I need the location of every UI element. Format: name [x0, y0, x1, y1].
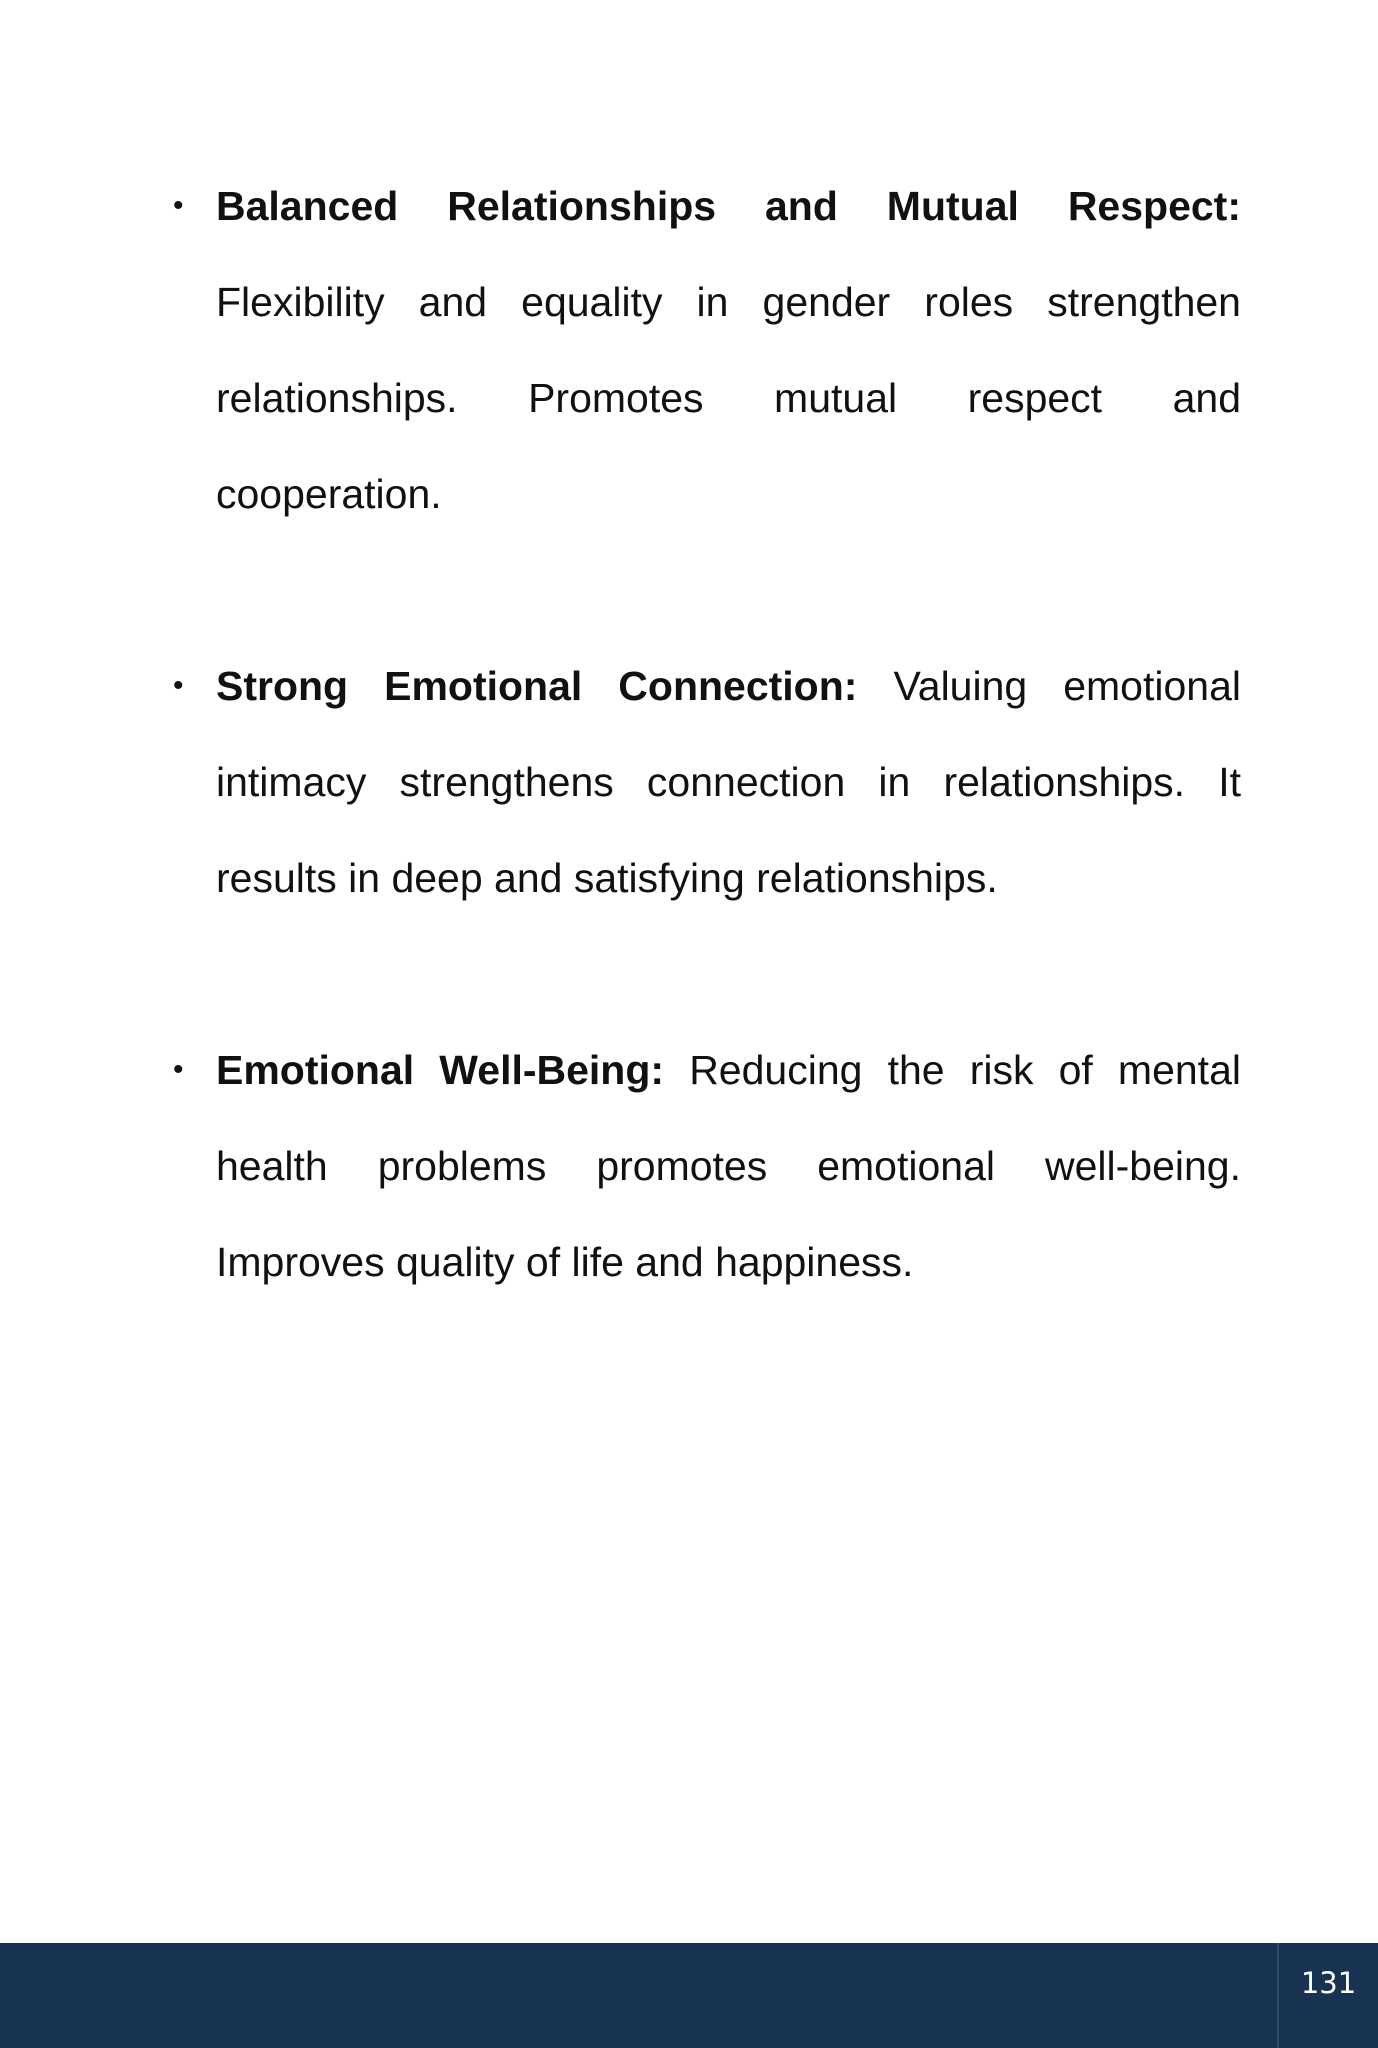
bullet-list: [173, 158, 1241, 1310]
page-footer: [0, 1943, 1378, 2048]
bullet-term: Strong Emotional Connection:: [216, 663, 858, 709]
bullet-text: Valuing emotional intimacy strengthens connection in relationships. It results in deep and satisfying relationships.: [216, 663, 1241, 901]
page-number: 131: [1300, 1966, 1357, 2000]
list-item: [173, 1022, 1241, 1310]
list-item: [173, 158, 1241, 542]
bullet-text: Reducing the risk of mental health problems promotes emotional well-being. Improves quality of life and happiness.: [216, 1047, 1241, 1285]
list-item: [173, 638, 1241, 926]
bullet-term: Emotional Well-Being:: [216, 1047, 665, 1093]
bullet-term: Balanced Relationships and Mutual Respect:: [216, 183, 1241, 229]
bullet-text: Flexibility and equality in gender roles strengthen relationships. Promotes mutual respect and cooperation.: [216, 279, 1241, 517]
main-content: [173, 158, 1241, 1406]
